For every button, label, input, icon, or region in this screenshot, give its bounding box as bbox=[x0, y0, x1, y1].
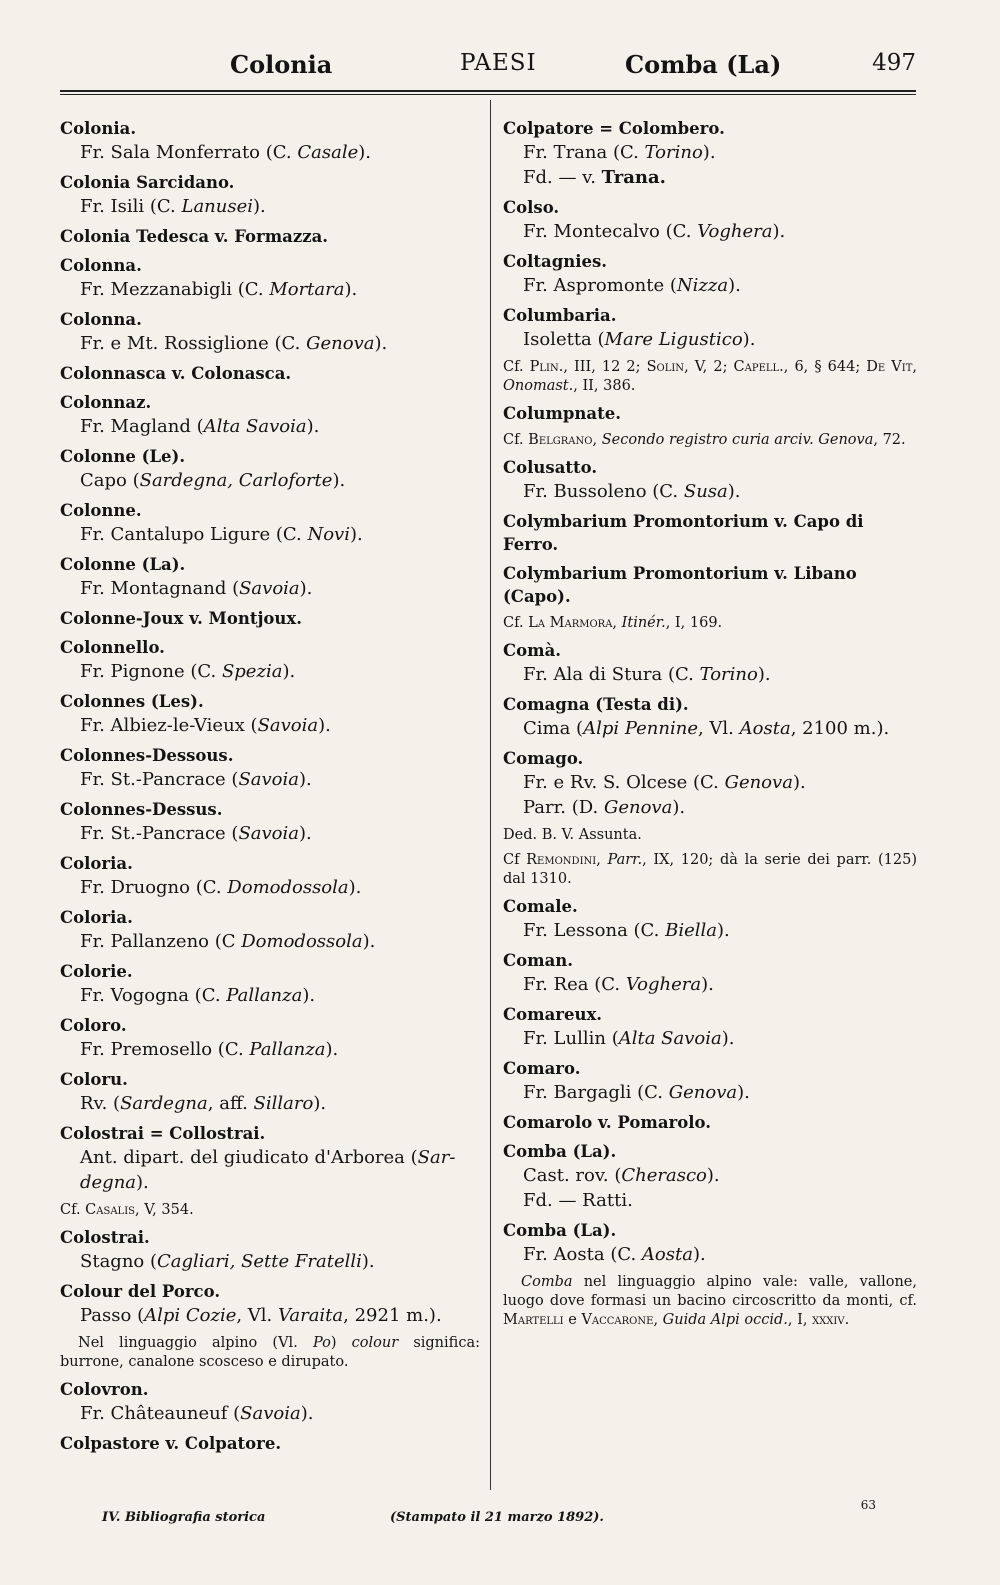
page-footer bbox=[60, 1498, 916, 1540]
entry-headword: Colonne-Joux v. Montjoux. bbox=[60, 609, 302, 628]
entry-detail: Fr. Druogno (C. Domodossola). bbox=[80, 877, 362, 898]
entry-headword: Colovron. bbox=[60, 1380, 149, 1399]
entry-detail: Isoletta (Mare Ligustico). bbox=[523, 329, 756, 350]
dictionary-entry bbox=[60, 308, 480, 356]
left-column bbox=[60, 117, 480, 1461]
entry-headword: Comba (La). bbox=[503, 1142, 617, 1161]
dictionary-entry bbox=[503, 1111, 917, 1134]
entry-detail: Fr. e Mt. Rossiglione (C. Genova). bbox=[80, 333, 388, 354]
entry-detail: Rv. (Sardegna, aff. Sillaro). bbox=[80, 1093, 327, 1114]
dictionary-entry bbox=[60, 906, 480, 954]
entry-detail: Fr. Bargagli (C. Genova). bbox=[523, 1082, 750, 1103]
entry-headword: Colonna. bbox=[60, 310, 142, 329]
entry-detail: degna). bbox=[80, 1172, 149, 1193]
entry-headword: Comago. bbox=[503, 749, 584, 768]
entry-headword: Coloria. bbox=[60, 908, 133, 927]
entry-detail: Fr. Magland (Alta Savoia). bbox=[80, 416, 320, 437]
dictionary-entry bbox=[60, 445, 480, 493]
right-column bbox=[503, 117, 917, 1336]
entry-detail: Fr. Trana (C. Torino). bbox=[523, 142, 716, 163]
entry-detail: Fd. — v. Trana. bbox=[523, 167, 666, 188]
dictionary-entry bbox=[60, 1068, 480, 1116]
dictionary-entry bbox=[503, 747, 917, 889]
dictionary-entry bbox=[60, 798, 480, 846]
entry-detail: Ant. dipart. del giudicato d'Arborea (Sar- bbox=[80, 1147, 456, 1168]
entry-detail: Fr. Châteauneuf (Savoia). bbox=[80, 1403, 314, 1424]
header-left-term: Colonia bbox=[230, 50, 333, 79]
dictionary-entry bbox=[503, 402, 917, 450]
entry-detail: Fr. Albiez-le-Vieux (Savoia). bbox=[80, 715, 331, 736]
dictionary-entry bbox=[60, 362, 480, 385]
entry-detail: Fr. Montagnand (Savoia). bbox=[80, 578, 313, 599]
entry-note: Comba nel linguaggio alpino vale: valle, vallone, luogo dove formasi un bacino circoscritto da monti, cf. Martelli e Vaccarone, Guida Alpi occid., I, xxxiv. bbox=[503, 1274, 917, 1328]
entry-headword: Colonia Tedesca v. Formazza. bbox=[60, 227, 329, 246]
entry-note: Cf. Casalis, V, 354. bbox=[60, 1202, 194, 1218]
dictionary-entry bbox=[503, 562, 917, 633]
entry-headword: Colonna. bbox=[60, 256, 142, 275]
entry-headword: Colostrai. bbox=[60, 1228, 150, 1247]
entry-headword: Colymbarium Promontorium v. Capo di Ferro. bbox=[503, 512, 864, 554]
dictionary-entry bbox=[60, 117, 480, 165]
entry-headword: Colonia Sarcidano. bbox=[60, 173, 235, 192]
entry-detail: Passo (Alpi Cozie, Vl. Varaita, 2921 m.). bbox=[80, 1305, 442, 1326]
entry-headword: Comaro. bbox=[503, 1059, 581, 1078]
entry-detail: Fd. — Ratti. bbox=[523, 1190, 633, 1211]
dictionary-entry bbox=[503, 693, 917, 741]
dictionary-entry bbox=[503, 304, 917, 396]
entry-detail: Cast. rov. (Cherasco). bbox=[523, 1165, 720, 1186]
entry-detail: Fr. Premosello (C. Pallanza). bbox=[80, 1039, 339, 1060]
entry-headword: Comagna (Testa di). bbox=[503, 695, 689, 714]
dictionary-entry bbox=[60, 1280, 480, 1372]
entry-detail: Fr. Mezzanabigli (C. Mortara). bbox=[80, 279, 358, 300]
entry-headword: Colonia. bbox=[60, 119, 137, 138]
dictionary-entry bbox=[503, 117, 917, 190]
dictionary-entry bbox=[60, 254, 480, 302]
entry-detail: Fr. Pignone (C. Spezia). bbox=[80, 661, 296, 682]
entry-detail: Fr. Isili (C. Lanusei). bbox=[80, 196, 266, 217]
entry-detail: Fr. St.-Pancrace (Savoia). bbox=[80, 823, 312, 844]
entry-headword: Columbaria. bbox=[503, 306, 617, 325]
header-rule bbox=[60, 90, 916, 92]
entry-detail: Fr. St.-Pancrace (Savoia). bbox=[80, 769, 312, 790]
header-section: PAESI bbox=[460, 50, 537, 76]
dictionary-entry bbox=[60, 1378, 480, 1426]
dictionary-entry bbox=[60, 607, 480, 630]
dictionary-entry bbox=[503, 510, 917, 556]
dictionary-entry bbox=[60, 960, 480, 1008]
entry-headword: Colso. bbox=[503, 198, 560, 217]
dictionary-entry bbox=[503, 250, 917, 298]
entry-headword: Columpnate. bbox=[503, 404, 621, 423]
running-header bbox=[60, 50, 916, 90]
dictionary-entry bbox=[60, 391, 480, 439]
dictionary-entry bbox=[503, 949, 917, 997]
entry-headword: Colorie. bbox=[60, 962, 133, 981]
entry-note: Ded. B. V. Assunta. bbox=[503, 827, 642, 843]
dictionary-entry bbox=[60, 171, 480, 219]
dictionary-entry bbox=[60, 690, 480, 738]
entry-detail: Fr. Lessona (C. Biella). bbox=[523, 920, 730, 941]
dictionary-entry bbox=[60, 744, 480, 792]
entry-headword: Colpastore v. Colpatore. bbox=[60, 1434, 282, 1453]
entry-headword: Colonne (Le). bbox=[60, 447, 186, 466]
entry-headword: Comba (La). bbox=[503, 1221, 617, 1240]
entry-detail: Fr. Pallanzeno (C Domodossola). bbox=[80, 931, 376, 952]
dictionary-entry bbox=[60, 852, 480, 900]
entry-note: Cf. Belgrano, Secondo registro curia arciv. Genova, 72. bbox=[503, 432, 906, 448]
dictionary-entry bbox=[60, 553, 480, 601]
dictionary-entry bbox=[60, 1014, 480, 1062]
footer-sheet-number: 63 bbox=[860, 1498, 876, 1512]
entry-detail: Fr. Aspromonte (Nizza). bbox=[523, 275, 741, 296]
dictionary-entry bbox=[60, 1432, 480, 1455]
entry-headword: Colonne. bbox=[60, 501, 142, 520]
header-right-term: Comba (La) bbox=[625, 50, 782, 79]
entry-headword: Comà. bbox=[503, 641, 562, 660]
dictionary-entry bbox=[503, 456, 917, 504]
entry-detail: Fr. Vogogna (C. Pallanza). bbox=[80, 985, 316, 1006]
entry-headword: Colonnasca v. Colonasca. bbox=[60, 364, 292, 383]
entry-detail: Fr. Rea (C. Voghera). bbox=[523, 974, 714, 995]
entry-headword: Coloria. bbox=[60, 854, 133, 873]
entry-headword: Coltagnies. bbox=[503, 252, 608, 271]
entry-note: Cf Remondini, Parr., IX, 120; dà la serie dei parr. (125) dal 1310. bbox=[503, 852, 917, 887]
entry-detail: Capo (Sardegna, Carloforte). bbox=[80, 470, 346, 491]
entry-headword: Colonnes (Les). bbox=[60, 692, 204, 711]
entry-headword: Coman. bbox=[503, 951, 574, 970]
entry-detail: Fr. Ala di Stura (C. Torino). bbox=[523, 664, 771, 685]
entry-headword: Colonnello. bbox=[60, 638, 165, 657]
entry-headword: Comareux. bbox=[503, 1005, 603, 1024]
entry-detail: Stagno (Cagliari, Sette Fratelli). bbox=[80, 1251, 375, 1272]
dictionary-entry bbox=[503, 1219, 917, 1330]
dictionary-entry bbox=[503, 639, 917, 687]
dictionary-entry bbox=[60, 1122, 480, 1220]
entry-headword: Colonne (La). bbox=[60, 555, 186, 574]
dictionary-entry bbox=[503, 895, 917, 943]
dictionary-entry bbox=[503, 1057, 917, 1105]
entry-note: Nel linguaggio alpino (Vl. Po) colour significa: burrone, canalone scosceso e dirupato. bbox=[60, 1335, 480, 1370]
dictionary-entry bbox=[60, 225, 480, 248]
dictionary-entry bbox=[60, 636, 480, 684]
entry-headword: Colonnes-Dessus. bbox=[60, 800, 223, 819]
dictionary-entry bbox=[503, 1140, 917, 1213]
dictionary-entry bbox=[503, 196, 917, 244]
entry-headword: Colostrai = Collostrai. bbox=[60, 1124, 266, 1143]
header-rule-thin bbox=[60, 94, 916, 95]
entry-headword: Colonnes-Dessous. bbox=[60, 746, 234, 765]
entry-headword: Coloru. bbox=[60, 1070, 128, 1089]
entry-detail: Cima (Alpi Pennine, Vl. Aosta, 2100 m.). bbox=[523, 718, 890, 739]
entry-detail: Fr. Cantalupo Ligure (C. Novi). bbox=[80, 524, 363, 545]
footer-signature: IV. Bibliografia storica bbox=[102, 1510, 266, 1525]
page-number: 497 bbox=[872, 50, 916, 76]
entry-headword: Colusatto. bbox=[503, 458, 598, 477]
entry-note: Cf. Plin., III, 12 2; Solin, V, 2; Capell., 6, § 644; De Vit, Onomast., II, 386. bbox=[503, 359, 917, 394]
entry-headword: Coloro. bbox=[60, 1016, 127, 1035]
entry-note: Cf. La Marmora, Itinér., I, 169. bbox=[503, 615, 723, 631]
entry-detail: Fr. Sala Monferrato (C. Casale). bbox=[80, 142, 371, 163]
footer-print-date: (Stampato il 21 marzo 1892). bbox=[390, 1510, 604, 1525]
entry-headword: Colpatore = Colombero. bbox=[503, 119, 725, 138]
entry-detail: Fr. Aosta (C. Aosta). bbox=[523, 1244, 706, 1265]
dictionary-entry bbox=[60, 1226, 480, 1274]
entry-headword: Colonnaz. bbox=[60, 393, 152, 412]
entry-detail: Fr. Montecalvo (C. Voghera). bbox=[523, 221, 786, 242]
dictionary-entry bbox=[503, 1003, 917, 1051]
entry-detail: Fr. Lullin (Alta Savoia). bbox=[523, 1028, 735, 1049]
column-divider bbox=[490, 100, 491, 1490]
entry-headword: Comale. bbox=[503, 897, 578, 916]
entry-headword: Colour del Porco. bbox=[60, 1282, 221, 1301]
entry-detail: Fr. Bussoleno (C. Susa). bbox=[523, 481, 741, 502]
entry-headword: Comarolo v. Pomarolo. bbox=[503, 1113, 711, 1132]
entry-headword: Colymbarium Promontorium v. Libano (Capo). bbox=[503, 564, 857, 606]
entry-detail: Fr. e Rv. S. Olcese (C. Genova). bbox=[523, 772, 806, 793]
entry-detail: Parr. (D. Genova). bbox=[523, 797, 686, 818]
dictionary-entry bbox=[60, 499, 480, 547]
